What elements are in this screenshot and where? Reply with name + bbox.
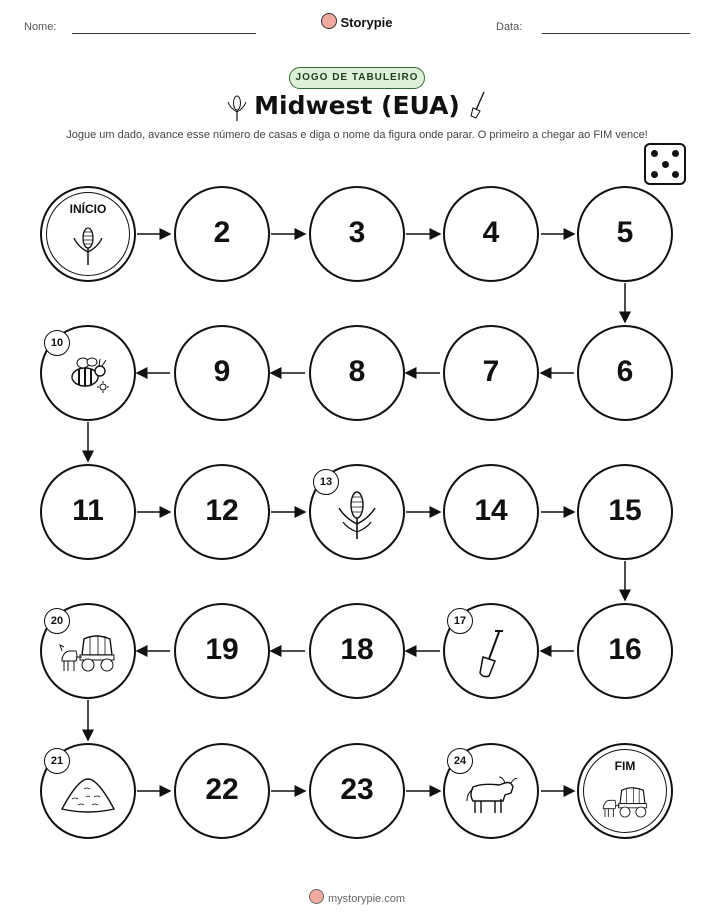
corn-icon <box>71 222 105 266</box>
space-number: 16 <box>608 633 642 666</box>
space-number: 18 <box>340 633 374 666</box>
footer <box>0 889 714 905</box>
space-number-tag: 13 <box>313 469 339 495</box>
space-number: 22 <box>205 773 239 806</box>
ox-icon <box>463 773 519 817</box>
space-number: 12 <box>205 494 239 527</box>
space-number: 11 <box>72 494 104 527</box>
space-number: 6 <box>616 355 634 388</box>
board-space[interactable] <box>443 325 539 421</box>
footer-url[interactable]: mystorypie.com <box>327 893 406 905</box>
space-number: 9 <box>213 355 231 388</box>
space-number: 2 <box>213 216 231 249</box>
space-number: 23 <box>340 773 374 806</box>
corn-icon <box>335 488 379 540</box>
space-number-tag: 17 <box>447 608 473 634</box>
page-title: Midwest (EUA) <box>254 91 460 120</box>
space-number: 4 <box>482 216 500 249</box>
board-space[interactable] <box>309 603 405 699</box>
space-number: 15 <box>608 494 642 527</box>
space-number: 3 <box>348 216 366 249</box>
shovel-icon <box>473 629 509 681</box>
board-space[interactable] <box>309 186 405 282</box>
board-space[interactable] <box>577 186 673 282</box>
space-number-tag: 10 <box>44 330 70 356</box>
board-space[interactable] <box>309 325 405 421</box>
bee-icon <box>63 349 113 399</box>
space-number: 14 <box>474 494 508 527</box>
board-space[interactable] <box>443 464 539 560</box>
covered-wagon-icon <box>600 783 650 821</box>
brand-name: Storypie <box>340 15 393 30</box>
name-label: Nome: <box>24 21 57 33</box>
finish-label: FIM <box>614 759 636 773</box>
board-space[interactable] <box>174 743 270 839</box>
space-number-tag: 21 <box>44 748 70 774</box>
covered-wagon-icon <box>58 631 118 675</box>
storypie-icon <box>309 889 324 904</box>
board-space[interactable] <box>174 603 270 699</box>
start-label: INÍCIO <box>69 202 107 216</box>
board-space[interactable] <box>577 464 673 560</box>
board-space[interactable] <box>309 743 405 839</box>
space-number: 5 <box>616 216 634 249</box>
grain-pile-icon <box>58 775 118 815</box>
space-number: 7 <box>482 355 500 388</box>
space-number-tag: 24 <box>447 748 473 774</box>
board-space[interactable] <box>174 464 270 560</box>
date-label: Data: <box>496 21 523 33</box>
board-space[interactable] <box>174 325 270 421</box>
board-space-start[interactable] <box>40 186 136 282</box>
space-number: 19 <box>205 633 239 666</box>
board-space[interactable] <box>40 464 136 560</box>
board-space[interactable] <box>577 603 673 699</box>
game-badge: JOGO DE TABULEIRO <box>289 67 425 89</box>
board-space[interactable] <box>174 186 270 282</box>
space-number: 8 <box>348 355 366 388</box>
board-space[interactable] <box>577 325 673 421</box>
board-space-finish[interactable] <box>577 743 673 839</box>
board-space[interactable] <box>443 186 539 282</box>
instructions: Jogue um dado, avance esse número de casas e diga o nome da figura onde parar. O primeiro a chegar ao FIM vence! <box>66 129 648 141</box>
space-number-tag: 20 <box>44 608 70 634</box>
